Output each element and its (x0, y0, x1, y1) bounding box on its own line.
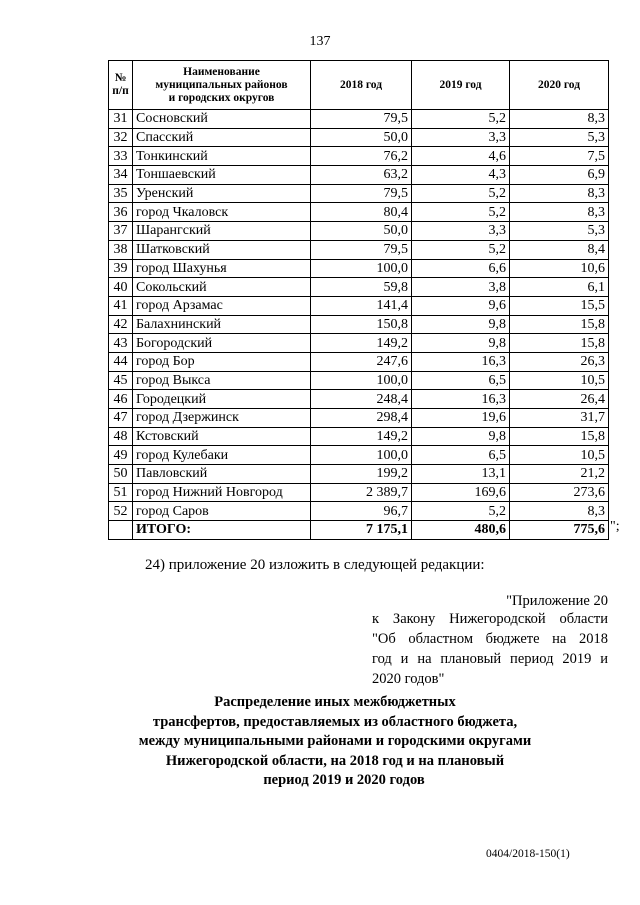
row-2018: 50,0 (311, 128, 412, 147)
row-name: Павловский (133, 465, 311, 484)
row-2018: 80,4 (311, 203, 412, 222)
row-2019: 5,2 (412, 502, 510, 521)
row-number: 45 (109, 371, 133, 390)
row-2018: 100,0 (311, 259, 412, 278)
row-2018: 50,0 (311, 222, 412, 241)
row-2020: 15,8 (510, 315, 609, 334)
row-2020: 15,8 (510, 334, 609, 353)
header-2020: 2020 год (510, 61, 609, 110)
table-row (109, 446, 609, 465)
appendix-ref-line-1: к Закону Нижегородской области (372, 611, 608, 627)
row-name: Сокольский (133, 278, 311, 297)
row-2019: 6,6 (412, 259, 510, 278)
document-heading (90, 693, 580, 791)
total-label: ИТОГО: (133, 521, 311, 540)
row-name: Городецкий (133, 390, 311, 409)
row-name: город Арзамас (133, 296, 311, 315)
table-row (109, 334, 609, 353)
row-2018: 150,8 (311, 315, 412, 334)
table-row (109, 222, 609, 241)
row-number: 49 (109, 446, 133, 465)
heading-line-4: Нижегородской области, на 2018 год и на плановый (165, 752, 505, 769)
row-2020: 273,6 (510, 483, 609, 502)
row-name: город Кулебаки (133, 446, 311, 465)
table-row (109, 315, 609, 334)
row-2019: 9,6 (412, 296, 510, 315)
table-header-row (109, 61, 609, 110)
row-2018: 79,5 (311, 110, 412, 129)
row-2020: 8,3 (510, 502, 609, 521)
table-row (109, 427, 609, 446)
row-2020: 8,3 (510, 110, 609, 129)
row-2018: 2 389,7 (311, 483, 412, 502)
row-number: 51 (109, 483, 133, 502)
row-2018: 79,5 (311, 184, 412, 203)
table-row (109, 409, 609, 428)
table-row (109, 465, 609, 484)
row-2019: 5,2 (412, 110, 510, 129)
row-number: 39 (109, 259, 133, 278)
header-name (133, 61, 311, 110)
page-number: 137 (309, 34, 331, 49)
row-name: город Чкаловск (133, 203, 311, 222)
row-name: город Выкса (133, 371, 311, 390)
row-2019: 5,2 (412, 240, 510, 259)
header-num-line-2: п/п (112, 85, 129, 97)
row-number: 47 (109, 409, 133, 428)
appendix-reference (372, 609, 608, 689)
table-row (109, 166, 609, 185)
row-2019: 5,2 (412, 203, 510, 222)
row-number: 43 (109, 334, 133, 353)
row-number: 36 (109, 203, 133, 222)
table-row (109, 147, 609, 166)
table-row (109, 110, 609, 129)
header-name-line-2: муниципальных районов (155, 78, 288, 91)
appendix-ref-line-4: 2020 годов" (372, 671, 445, 687)
row-number: 35 (109, 184, 133, 203)
row-number: 37 (109, 222, 133, 241)
row-2018: 298,4 (311, 409, 412, 428)
row-2020: 5,3 (510, 222, 609, 241)
table-row (109, 240, 609, 259)
row-number: 44 (109, 352, 133, 371)
header-num-line-1: № (114, 72, 127, 84)
row-number: 52 (109, 502, 133, 521)
instruction-text: 24) приложение 20 изложить в следующей редакции: (145, 557, 485, 573)
row-name: Тонкинский (133, 147, 311, 166)
row-2020: 8,3 (510, 203, 609, 222)
row-2020: 15,5 (510, 296, 609, 315)
table-row (109, 371, 609, 390)
row-number: 41 (109, 296, 133, 315)
row-2019: 6,5 (412, 371, 510, 390)
row-name: Балахнинский (133, 315, 311, 334)
row-number: 34 (109, 166, 133, 185)
appendix-ref-line-3: год и на плановый период 2019 и (372, 651, 608, 667)
table-row (109, 352, 609, 371)
total-row (109, 521, 609, 540)
row-2019: 5,2 (412, 184, 510, 203)
row-2019: 13,1 (412, 465, 510, 484)
row-number: 50 (109, 465, 133, 484)
header-name-line-3: и городских округов (168, 91, 275, 104)
row-number: 46 (109, 390, 133, 409)
table-row (109, 203, 609, 222)
row-2019: 169,6 (412, 483, 510, 502)
row-number: 33 (109, 147, 133, 166)
row-name: Спасский (133, 128, 311, 147)
row-2018: 63,2 (311, 166, 412, 185)
row-number: 32 (109, 128, 133, 147)
row-2019: 6,5 (412, 446, 510, 465)
row-2018: 100,0 (311, 371, 412, 390)
table-row (109, 128, 609, 147)
appendix-title: "Приложение 20 (506, 593, 608, 609)
row-2020: 8,4 (510, 240, 609, 259)
row-2018: 100,0 (311, 446, 412, 465)
heading-line-2: трансфертов, предоставляемых из областного бюджета, (152, 713, 518, 730)
row-name: Уренский (133, 184, 311, 203)
table-row (109, 483, 609, 502)
appendix-ref-line-2: "Об областном бюджете на 2018 (372, 631, 608, 647)
row-2020: 10,5 (510, 446, 609, 465)
table-row (109, 390, 609, 409)
total-2020: 775,6 (510, 521, 609, 540)
row-name: Шарангский (133, 222, 311, 241)
row-2020: 26,4 (510, 390, 609, 409)
heading-line-1: Распределение иных межбюджетных (214, 694, 456, 710)
row-name: Сосновский (133, 110, 311, 129)
table-row (109, 502, 609, 521)
row-2020: 26,3 (510, 352, 609, 371)
row-number: 48 (109, 427, 133, 446)
row-number: 40 (109, 278, 133, 297)
row-2020: 6,9 (510, 166, 609, 185)
row-name: город Саров (133, 502, 311, 521)
row-name: Кстовский (133, 427, 311, 446)
row-2020: 15,8 (510, 427, 609, 446)
table-row (109, 278, 609, 297)
row-2019: 9,8 (412, 315, 510, 334)
row-2018: 199,2 (311, 465, 412, 484)
row-2020: 8,3 (510, 184, 609, 203)
closing-quote: "; (610, 519, 620, 534)
row-2019: 4,6 (412, 147, 510, 166)
row-number: 42 (109, 315, 133, 334)
row-2019: 3,3 (412, 222, 510, 241)
row-2018: 59,8 (311, 278, 412, 297)
row-2019: 4,3 (412, 166, 510, 185)
table-row (109, 259, 609, 278)
row-2018: 79,5 (311, 240, 412, 259)
row-2018: 96,7 (311, 502, 412, 521)
heading-line-3: между муниципальными районами и городскими округами (138, 733, 532, 749)
total-num-cell (109, 521, 133, 540)
header-2018: 2018 год (311, 61, 412, 110)
row-2018: 141,4 (311, 296, 412, 315)
total-2018: 7 175,1 (311, 521, 412, 540)
row-2019: 9,8 (412, 427, 510, 446)
row-2019: 3,3 (412, 128, 510, 147)
row-2020: 5,3 (510, 128, 609, 147)
row-name: город Бор (133, 352, 311, 371)
row-name: Тоншаевский (133, 166, 311, 185)
row-2020: 31,7 (510, 409, 609, 428)
row-number: 38 (109, 240, 133, 259)
row-2019: 16,3 (412, 352, 510, 371)
table-row (109, 184, 609, 203)
row-name: город Дзержинск (133, 409, 311, 428)
row-name: Богородский (133, 334, 311, 353)
header-name-line-1: Наименование (183, 65, 260, 78)
row-name: город Шахунья (133, 259, 311, 278)
row-2019: 19,6 (412, 409, 510, 428)
row-2019: 16,3 (412, 390, 510, 409)
table-row (109, 296, 609, 315)
row-2018: 149,2 (311, 334, 412, 353)
row-2018: 247,6 (311, 352, 412, 371)
total-2019: 480,6 (412, 521, 510, 540)
document-code: 0404/2018-150(1) (486, 848, 570, 860)
row-2019: 3,8 (412, 278, 510, 297)
row-name: Шатковский (133, 240, 311, 259)
row-2018: 76,2 (311, 147, 412, 166)
heading-line-5: период 2019 и 2020 годов (263, 772, 425, 788)
header-num (109, 61, 133, 110)
header-2019: 2019 год (412, 61, 510, 110)
row-number: 31 (109, 110, 133, 129)
row-2020: 10,6 (510, 259, 609, 278)
budget-table (108, 60, 609, 540)
row-2018: 248,4 (311, 390, 412, 409)
row-2020: 10,5 (510, 371, 609, 390)
row-2018: 149,2 (311, 427, 412, 446)
row-name: город Нижний Новгород (133, 483, 311, 502)
row-2020: 7,5 (510, 147, 609, 166)
row-2020: 6,1 (510, 278, 609, 297)
row-2020: 21,2 (510, 465, 609, 484)
row-2019: 9,8 (412, 334, 510, 353)
